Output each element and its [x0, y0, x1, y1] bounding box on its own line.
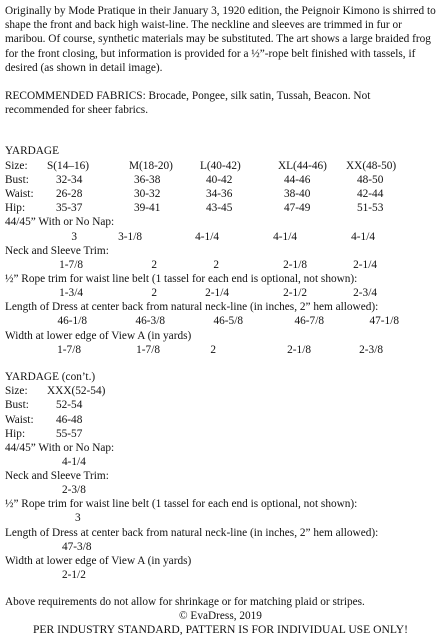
xxx-measurement-table	[5, 384, 105, 441]
xxx-length-label: Length of Dress at center back from natural neck-line (in inches, 2” hem allowed):	[5, 526, 379, 539]
size-l: L(40-42)	[200, 159, 241, 172]
nap-m: 3-1/8	[118, 230, 142, 243]
hip-s: 35-37	[56, 202, 83, 215]
length-l: 46-5/8	[213, 315, 243, 328]
xxx-bust-row	[5, 398, 105, 412]
yardage-title: YARDAGE	[5, 145, 59, 158]
xxx-hip-row	[5, 427, 105, 441]
hip-m: 39-41	[134, 202, 161, 215]
nap-label: 44/45” With or No Nap:	[5, 216, 115, 229]
pattern-document	[5, 4, 436, 637]
hip-row	[5, 201, 416, 215]
width-values	[5, 343, 383, 357]
waist-label: Waist:	[5, 188, 34, 201]
waist-l: 34-36	[206, 188, 233, 201]
nap-s: 3	[71, 230, 77, 243]
waist-s: 26-28	[56, 188, 83, 201]
width-s: 1-7/8	[57, 343, 81, 356]
width-label: Width at lower edge of View A (in yards)	[5, 329, 192, 342]
xxx-trim: 2-3/8	[62, 484, 86, 497]
trim-label: Neck and Sleeve Trim:	[5, 244, 109, 257]
length-label: Length of Dress at center back from natural neck-line (in inches, 2” hem allowed):	[5, 301, 379, 314]
xxx-length: 47-3/8	[62, 540, 92, 553]
size-label: Size:	[5, 159, 28, 172]
width-xx: 2-3/8	[359, 343, 383, 356]
bust-xl: 44-46	[284, 173, 311, 186]
xxx-nap-label: 44/45” With or No Nap:	[5, 441, 115, 454]
bust-xx: 48-50	[357, 173, 384, 186]
bust-row	[5, 173, 416, 187]
yardage-section	[5, 144, 436, 357]
nap-values	[5, 230, 375, 244]
xxx-size: XXX(52-54)	[47, 385, 106, 398]
requirement-nap	[5, 215, 436, 243]
requirement-trim	[5, 244, 436, 272]
xxx-nap: 4-1/4	[62, 456, 86, 469]
size-xx: XX(48-50)	[346, 159, 397, 172]
waist-xx: 42-44	[357, 188, 384, 201]
rope-s: 1-3/4	[59, 287, 83, 300]
width-xl: 2-1/8	[287, 343, 311, 356]
xxx-width: 2-1/2	[62, 568, 86, 581]
xxx-size-label: Size:	[5, 385, 28, 398]
nap-xl: 4-1/4	[273, 230, 297, 243]
nap-l: 4-1/4	[195, 230, 219, 243]
trim-xx: 2-1/4	[353, 258, 377, 271]
recommended-fabrics: RECOMMENDED FABRICS: Brocade, Pongee, silk satin, Tussah, Beacon. Not recommended for sheer fabrics.	[5, 90, 371, 117]
xxx-hip-label: Hip:	[5, 427, 26, 440]
requirement-rope	[5, 272, 436, 300]
trim-s: 1-7/8	[59, 258, 83, 271]
copyright-line: © EvaDress, 2019	[179, 610, 262, 623]
length-xx: 47-1/8	[369, 315, 399, 328]
width-m: 1-7/8	[136, 343, 160, 356]
size-m: M(18-20)	[129, 159, 173, 172]
xxx-waist-row	[5, 413, 105, 427]
xxx-width-label: Width at lower edge of View A (in yards)	[5, 554, 192, 567]
trim-l: 2	[213, 258, 219, 271]
hip-l: 43-45	[206, 202, 233, 215]
nap-xx: 4-1/4	[351, 230, 375, 243]
waist-row	[5, 187, 416, 201]
rope-label: ½” Rope trim for waist line belt (1 tassel for each end is optional, not shown):	[5, 273, 358, 286]
xxx-size-row	[5, 384, 105, 398]
bust-label: Bust:	[5, 173, 29, 186]
xxx-trim-label: Neck and Sleeve Trim:	[5, 470, 109, 483]
yardage-continued-title: YARDAGE (con’t.)	[5, 370, 96, 383]
waist-xl: 38-40	[284, 188, 311, 201]
xxx-rope-label: ½” Rope trim for waist line belt (1 tassel for each end is optional, not shown):	[5, 498, 358, 511]
size-measurement-table	[5, 159, 416, 216]
trim-xl: 2-1/8	[283, 258, 307, 271]
width-l: 2	[210, 343, 216, 356]
trim-values	[5, 258, 377, 272]
trim-m: 2	[151, 258, 157, 271]
requirement-length	[5, 300, 436, 328]
bust-l: 40-42	[206, 173, 233, 186]
xxx-waist: 46-48	[56, 413, 83, 426]
rope-m: 2	[151, 287, 157, 300]
rope-xl: 2-1/2	[283, 287, 307, 300]
length-values	[5, 314, 399, 328]
xxx-bust-label: Bust:	[5, 399, 29, 412]
size-xl: XL(44-46)	[278, 159, 327, 172]
shrinkage-note: Above requirements do not allow for shrinkage or for matching plaid or stripes.	[5, 595, 365, 608]
waist-m: 30-32	[134, 188, 161, 201]
hip-xl: 47-49	[284, 202, 311, 215]
bust-m: 36-38	[134, 173, 161, 186]
industry-standard-notice: PER INDUSTRY STANDARD, PATTERN IS FOR INDIVIDUAL USE ONLY!	[32, 623, 409, 637]
rope-xx: 2-3/4	[353, 287, 377, 300]
xxx-hip: 55-57	[56, 427, 83, 440]
length-xl: 46-7/8	[294, 315, 324, 328]
length-m: 46-3/8	[135, 315, 165, 328]
hip-label: Hip:	[5, 202, 26, 215]
hip-xx: 51-53	[357, 202, 384, 215]
xxx-rope: 3	[75, 512, 81, 525]
xxx-waist-label: Waist:	[5, 413, 34, 426]
rope-l: 2-1/4	[205, 287, 229, 300]
length-s: 46-1/8	[57, 315, 87, 328]
rope-values	[5, 286, 377, 300]
size-s: S(14–16)	[47, 159, 90, 172]
requirement-width	[5, 329, 436, 357]
intro-paragraph: Originally by Mode Pratique in their January 3, 1920 edition, the Peignoir Kimono is shirred to shape the front and back high waist-line. The neckline and sleeves are trimmed in fur or maribou. Of course, synthetic materials may be substituted. The art shows a large braided frog for the front closing, but information is provided for a ½”-rope belt finished with tassels, if desired (as shown in detail image).	[5, 5, 436, 74]
xxx-bust: 52-54	[56, 399, 83, 412]
bust-s: 32-34	[56, 173, 83, 186]
yardage-continued-section	[5, 370, 436, 582]
size-row	[5, 159, 416, 173]
